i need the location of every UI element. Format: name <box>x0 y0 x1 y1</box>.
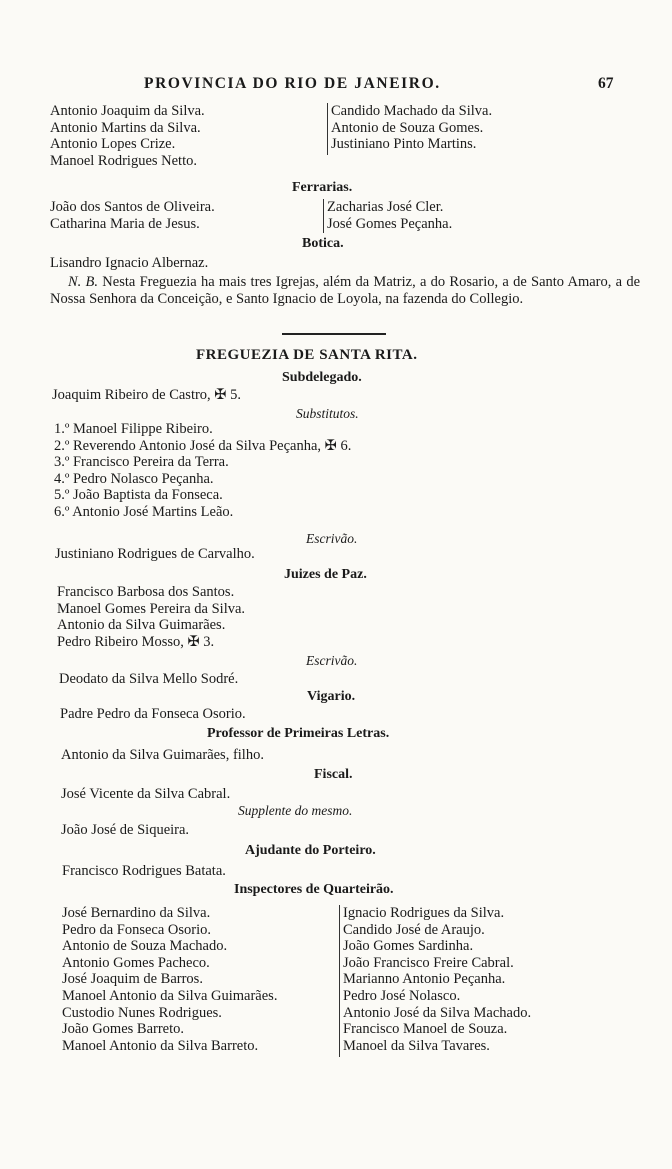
list-item: Marianno Antonio Peçanha. <box>343 971 506 988</box>
page-title: PROVINCIA DO RIO DE JANEIRO. <box>144 75 441 92</box>
inspectores-right-column <box>339 905 531 1057</box>
supplente-name: João José de Siqueira. <box>61 822 190 838</box>
list-item: Antonio de Souza Machado. <box>62 938 228 955</box>
list-item: Manoel Gomes Pereira da Silva. <box>57 600 246 617</box>
list-item: Antonio Joaquim da Silva. <box>50 103 205 119</box>
top-name-list <box>50 103 640 171</box>
list-item: Pedro Ribeiro Mosso, ✠ 3. <box>57 633 215 650</box>
list-item: João Gomes Barreto. <box>62 1021 185 1038</box>
list-item: 1.º Manoel Filippe Ribeiro. <box>54 421 213 437</box>
juizes-list <box>57 584 245 650</box>
running-header <box>0 76 672 96</box>
note-text: Nesta Freguezia ha mais tres Igrejas, além da Matriz, a do Rosario, a de Santo Amaro, a de Nossa Senhora da Conceição, e Santo Ignacio de Loyola, na fazenda do Collegio. <box>50 274 641 307</box>
list-item: José Gomes Peçanha. <box>327 215 453 232</box>
ferrarias-list <box>50 199 640 235</box>
botica-heading: Botica. <box>302 236 344 251</box>
ajudante-heading: Ajudante do Porteiro. <box>245 843 376 858</box>
vigario-name: Padre Pedro da Fonseca Osorio. <box>60 706 246 722</box>
list-item: Manoel da Silva Tavares. <box>343 1037 490 1054</box>
escrivao-heading: Escrivão. <box>306 653 358 668</box>
supplente-heading: Supplente do mesmo. <box>238 803 353 818</box>
fiscal-heading: Fiscal. <box>314 767 353 782</box>
list-item: Ignacio Rodrigues da Silva. <box>343 905 505 921</box>
page-number: 67 <box>598 75 614 92</box>
list-item: Pedro da Fonseca Osorio. <box>62 921 212 938</box>
ajudante-name: Francisco Rodrigues Batata. <box>62 863 226 879</box>
list-item: Candido José de Araujo. <box>343 921 485 938</box>
list-item: José Joaquim de Barros. <box>62 971 203 988</box>
list-item: João Gomes Sardinha. <box>343 938 474 955</box>
fiscal-name: José Vicente da Silva Cabral. <box>61 786 231 802</box>
top-right-column <box>327 103 492 155</box>
inspectores-left-column <box>62 905 277 1054</box>
list-item: João Francisco Freire Cabral. <box>343 954 514 971</box>
list-item: Manoel Antonio da Silva Guimarães. <box>62 987 278 1004</box>
list-item: Antonio Martins da Silva. <box>50 119 201 136</box>
botica-name: Lisandro Ignacio Albernaz. <box>50 255 209 271</box>
list-item: Antonio de Souza Gomes. <box>331 119 484 136</box>
top-left-column <box>50 103 205 169</box>
list-item: Antonio José da Silva Machado. <box>343 1004 532 1021</box>
list-item: Candido Machado da Silva. <box>331 103 493 119</box>
list-item: Francisco Manoel de Souza. <box>343 1021 508 1038</box>
list-item: Manoel Rodrigues Netto. <box>50 152 197 169</box>
list-item: 2.º Reverendo Antonio José da Silva Peçanha, ✠ 6. <box>54 437 352 454</box>
subdelegado-heading: Subdelegado. <box>282 370 362 385</box>
section-title: FREGUEZIA DE SANTA RITA. <box>196 347 418 363</box>
list-item: Manoel Antonio da Silva Barreto. <box>62 1037 259 1054</box>
ferrarias-right-column <box>323 199 452 233</box>
inspectores-heading: Inspectores de Quarteirão. <box>234 882 394 897</box>
ferrarias-heading: Ferrarias. <box>292 180 353 195</box>
note-lead: N. B. <box>68 274 99 290</box>
list-item: Antonio Gomes Pacheco. <box>62 954 210 971</box>
subdelegado-name: Joaquim Ribeiro de Castro, ✠ 5. <box>52 387 241 403</box>
vigario-heading: Vigario. <box>307 689 356 704</box>
list-item: 4.º Pedro Nolasco Peçanha. <box>54 470 214 487</box>
list-item: 5.º João Baptista da Fonseca. <box>54 487 223 504</box>
escrivao-heading: Escrivão. <box>306 531 358 546</box>
list-item: Zacharias José Cler. <box>327 199 444 215</box>
ferrarias-left-column <box>50 199 215 232</box>
escrivao-name: Justiniano Rodrigues de Carvalho. <box>55 546 255 562</box>
list-item: Francisco Barbosa dos Santos. <box>57 584 235 600</box>
note-paragraph <box>50 274 640 307</box>
escrivao-name: Deodato da Silva Mello Sodré. <box>59 671 239 687</box>
substitutos-heading: Substitutos. <box>296 406 359 421</box>
list-item: 3.º Francisco Pereira da Terra. <box>54 454 229 471</box>
list-item: Pedro José Nolasco. <box>343 987 461 1004</box>
list-item: Antonio Lopes Crize. <box>50 136 176 153</box>
inspectores-list <box>62 905 647 1060</box>
list-item: José Bernardino da Silva. <box>62 905 211 921</box>
list-item: 6.º Antonio José Martins Leão. <box>54 503 234 520</box>
list-item: Catharina Maria de Jesus. <box>50 215 200 232</box>
professor-heading: Professor de Primeiras Letras. <box>207 726 390 741</box>
juizes-heading: Juizes de Paz. <box>284 567 367 582</box>
list-item: Antonio da Silva Guimarães. <box>57 617 226 634</box>
substitutos-list <box>54 421 351 521</box>
list-item: João dos Santos de Oliveira. <box>50 199 215 215</box>
section-divider <box>282 333 386 335</box>
list-item: Custodio Nunes Rodrigues. <box>62 1004 222 1021</box>
list-item: Justiniano Pinto Martins. <box>331 136 477 153</box>
professor-name: Antonio da Silva Guimarães, filho. <box>61 747 264 763</box>
